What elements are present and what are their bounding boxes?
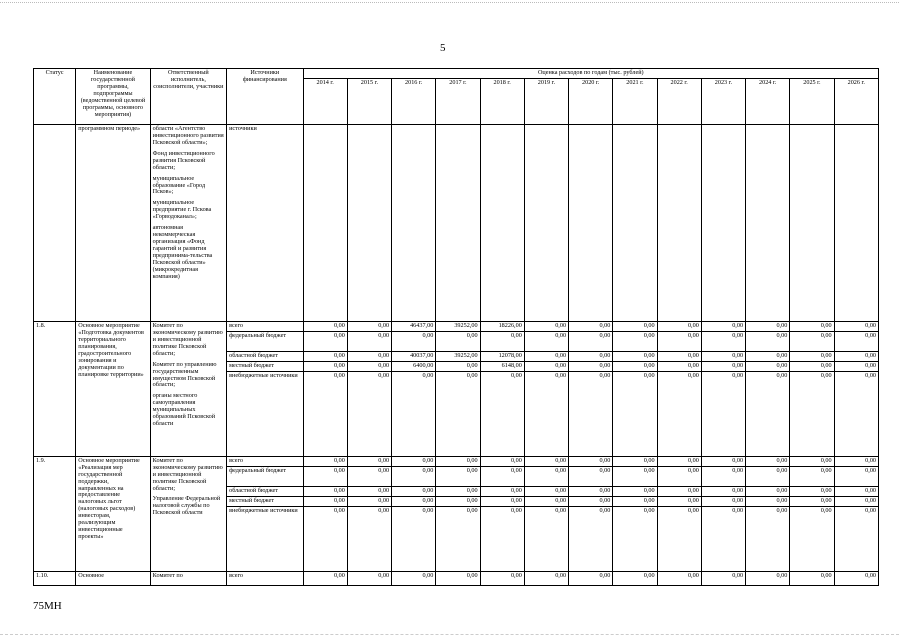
row-name: Основное [76, 571, 150, 585]
amount-cell: 0,00 [347, 496, 391, 506]
amount-cell: 0,00 [303, 466, 347, 486]
row-source: всего [227, 571, 303, 585]
budget-table [33, 68, 879, 586]
amount-cell: 0,00 [790, 571, 834, 585]
amount-cell: 0,00 [701, 351, 745, 361]
row-responsible [150, 571, 226, 585]
row-source: внебюджетные источники [227, 506, 303, 571]
responsible-item: муниципальное образование «Город Псков»; [152, 174, 206, 196]
amount-cell: 0,00 [436, 571, 480, 585]
row-status: 1.8. [34, 321, 76, 456]
continuation-status [34, 124, 76, 321]
table-row [34, 321, 879, 331]
amount-cell: 0,00 [834, 331, 878, 351]
amount-cell: 0,00 [436, 331, 480, 351]
amount-cell: 0,00 [524, 496, 568, 506]
amount-cell: 0,00 [613, 351, 657, 361]
amount-cell: 0,00 [347, 571, 391, 585]
header-year: 2025 г. [790, 78, 834, 124]
amount-cell: 0,00 [480, 571, 524, 585]
header-year: 2021 г. [613, 78, 657, 124]
row-source: всего [227, 321, 303, 331]
amount-cell: 0,00 [569, 371, 613, 456]
amount-cell: 39252,00 [436, 321, 480, 331]
scan-edge-top [0, 2, 899, 3]
amount-cell: 0,00 [834, 506, 878, 571]
row-name: Основное мероприятие «Реализация мер государственной поддержки, направленных на предоставление налоговых льгот (налоговых расходов) инвесторам, реализующим инвестиционные проекты» [76, 456, 150, 571]
header-year: 2018 г. [480, 78, 524, 124]
amount-cell: 0,00 [569, 466, 613, 486]
row-responsible [150, 456, 226, 571]
amount-cell: 0,00 [436, 506, 480, 571]
amount-cell: 0,00 [657, 456, 701, 466]
amount-cell: 0,00 [569, 361, 613, 371]
amount-cell: 6400,00 [392, 361, 436, 371]
amount-cell: 0,00 [392, 506, 436, 571]
responsible-item: муниципальное предприятие г. Пскова «Горводоканал»; [152, 199, 212, 221]
row-name: Основное мероприятие «Подготовка документов территориального планирования, градостроительного зонирования и документации по планировке территории» [76, 321, 150, 456]
amount-cell: 0,00 [347, 486, 391, 496]
amount-cell: 0,00 [790, 321, 834, 331]
amount-cell: 0,00 [524, 331, 568, 351]
amount-cell: 0,00 [746, 361, 790, 371]
amount-cell: 0,00 [436, 466, 480, 486]
amount-cell: 0,00 [569, 496, 613, 506]
continuation-name: программном периоде» [76, 124, 150, 321]
header-year: 2020 г. [569, 78, 613, 124]
amount-cell: 0,00 [834, 351, 878, 361]
amount-cell: 0,00 [569, 571, 613, 585]
row-status: 1.9. [34, 456, 76, 571]
amount-cell: 0,00 [569, 456, 613, 466]
amount-cell: 0,00 [392, 496, 436, 506]
header-year: 2017 г. [436, 78, 480, 124]
amount-cell: 0,00 [524, 466, 568, 486]
amount-cell: 0,00 [746, 571, 790, 585]
amount-cell: 0,00 [524, 571, 568, 585]
amount-cell: 0,00 [303, 371, 347, 456]
amount-cell: 0,00 [392, 371, 436, 456]
header-year: 2016 г. [392, 78, 436, 124]
table-row [34, 571, 879, 585]
amount-cell: 0,00 [613, 331, 657, 351]
amount-cell: 0,00 [790, 351, 834, 361]
amount-cell: 0,00 [657, 466, 701, 486]
header-year: 2019 г. [524, 78, 568, 124]
header-name: Наименование государственной программы, подпрограммы (ведомственной целевой программы, основного мероприятия) [76, 69, 150, 125]
amount-cell: 0,00 [347, 331, 391, 351]
amount-cell: 0,00 [347, 321, 391, 331]
amount-cell: 18226,00 [480, 321, 524, 331]
row-source: федеральный бюджет [227, 331, 303, 351]
amount-cell: 0,00 [524, 321, 568, 331]
row-source: местный бюджет [227, 361, 303, 371]
responsible-item: Комитет по [152, 571, 183, 579]
amount-cell: 0,00 [834, 486, 878, 496]
header-year: 2015 г. [347, 78, 391, 124]
amount-cell: 0,00 [834, 371, 878, 456]
amount-cell: 0,00 [613, 466, 657, 486]
amount-cell: 0,00 [701, 321, 745, 331]
amount-cell: 0,00 [613, 506, 657, 571]
responsible-item: Комитет по экономическому развитию и инвестиционной политике Псковской области; [152, 456, 223, 492]
amount-cell: 0,00 [347, 361, 391, 371]
row-source: федеральный бюджет [227, 466, 303, 486]
amount-cell: 0,00 [746, 351, 790, 361]
amount-cell: 0,00 [613, 486, 657, 496]
header-status: Статус [34, 69, 76, 125]
responsible-item: Управление Федеральной налоговой службы по Псковской области [152, 495, 221, 517]
amount-cell: 0,00 [347, 371, 391, 456]
amount-cell: 0,00 [834, 456, 878, 466]
responsible-item: области «Агентство инвестиционного развития Псковской области»; [152, 124, 224, 146]
responsible-item: органы местного самоуправления муниципальных образований Псковской области [152, 392, 216, 428]
amount-cell: 0,00 [613, 496, 657, 506]
amount-cell: 0,00 [347, 456, 391, 466]
amount-cell: 0,00 [392, 456, 436, 466]
amount-cell: 0,00 [657, 571, 701, 585]
amount-cell: 0,00 [701, 466, 745, 486]
amount-cell: 0,00 [303, 506, 347, 571]
continuation-responsible [150, 124, 226, 321]
row-source: областной бюджет [227, 351, 303, 361]
header-responsible: Ответственный исполнитель, соисполнители, участники [150, 69, 226, 125]
footer-code: 75МН [33, 600, 62, 612]
header-year: 2024 г. [746, 78, 790, 124]
amount-cell: 0,00 [746, 466, 790, 486]
table-body [34, 124, 879, 585]
row-source: местный бюджет [227, 496, 303, 506]
row-responsible [150, 321, 226, 456]
amount-cell: 0,00 [347, 351, 391, 361]
amount-cell: 0,00 [303, 361, 347, 371]
amount-cell: 0,00 [657, 331, 701, 351]
amount-cell: 0,00 [790, 486, 834, 496]
amount-cell: 0,00 [613, 321, 657, 331]
amount-cell: 0,00 [524, 456, 568, 466]
row-source: всего [227, 456, 303, 466]
amount-cell: 0,00 [347, 466, 391, 486]
page-number: 5 [440, 42, 446, 54]
amount-cell: 0,00 [657, 371, 701, 456]
amount-cell: 0,00 [790, 331, 834, 351]
row-source: областной бюджет [227, 486, 303, 496]
responsible-item: Комитет по управлению государственным имуществом Псковской области; [152, 360, 217, 389]
amount-cell: 0,00 [657, 321, 701, 331]
amount-cell: 0,00 [392, 486, 436, 496]
amount-cell: 0,00 [392, 466, 436, 486]
amount-cell: 12078,00 [480, 351, 524, 361]
amount-cell: 46437,00 [392, 321, 436, 331]
amount-cell: 0,00 [834, 321, 878, 331]
header-sources: Источники финансирования [227, 69, 303, 125]
amount-cell: 0,00 [701, 371, 745, 456]
continuation-row [34, 124, 879, 321]
header-year: 2022 г. [657, 78, 701, 124]
amount-cell: 0,00 [347, 506, 391, 571]
amount-cell: 0,00 [746, 506, 790, 571]
header-year: 2014 г. [303, 78, 347, 124]
amount-cell: 0,00 [480, 466, 524, 486]
amount-cell: 6148,00 [480, 361, 524, 371]
amount-cell: 0,00 [480, 331, 524, 351]
amount-cell: 0,00 [657, 361, 701, 371]
amount-cell: 0,00 [480, 456, 524, 466]
amount-cell: 0,00 [303, 351, 347, 361]
amount-cell: 0,00 [569, 506, 613, 571]
amount-cell: 0,00 [524, 486, 568, 496]
amount-cell: 0,00 [834, 496, 878, 506]
scan-edge-bottom [0, 634, 899, 635]
responsible-item: Фонд инвестиционного развития Псковской области; [152, 149, 215, 171]
amount-cell: 0,00 [657, 486, 701, 496]
continuation-source: источники [227, 124, 303, 321]
amount-cell: 0,00 [746, 496, 790, 506]
amount-cell: 0,00 [436, 486, 480, 496]
amount-cell: 0,00 [524, 371, 568, 456]
amount-cell: 0,00 [569, 331, 613, 351]
amount-cell: 0,00 [657, 506, 701, 571]
amount-cell: 0,00 [613, 371, 657, 456]
amount-cell: 0,00 [613, 456, 657, 466]
amount-cell: 0,00 [701, 456, 745, 466]
amount-cell: 0,00 [392, 331, 436, 351]
amount-cell: 40037,00 [392, 351, 436, 361]
amount-cell: 0,00 [436, 456, 480, 466]
amount-cell: 0,00 [701, 496, 745, 506]
amount-cell: 0,00 [480, 486, 524, 496]
amount-cell: 0,00 [480, 371, 524, 456]
responsible-item: Комитет по экономическому развитию и инвестиционной политике Псковской области; [152, 321, 223, 357]
amount-cell: 0,00 [303, 496, 347, 506]
amount-cell: 0,00 [701, 486, 745, 496]
amount-cell: 0,00 [790, 506, 834, 571]
amount-cell: 0,00 [569, 351, 613, 361]
table-header [34, 69, 879, 125]
amount-cell: 0,00 [524, 506, 568, 571]
responsible-item: автономная некоммерческая организация «Фонд гарантий и развития предпринима-тельства Псковской области» (микрокредитная компания) [152, 224, 213, 280]
amount-cell: 0,00 [569, 321, 613, 331]
amount-cell: 0,00 [524, 361, 568, 371]
amount-cell: 0,00 [303, 321, 347, 331]
amount-cell: 0,00 [834, 571, 878, 585]
amount-cell: 0,00 [746, 331, 790, 351]
amount-cell: 0,00 [480, 506, 524, 571]
amount-cell: 0,00 [790, 361, 834, 371]
amount-cell: 0,00 [834, 361, 878, 371]
header-year: 2026 г. [834, 78, 878, 124]
amount-cell: 0,00 [701, 361, 745, 371]
amount-cell: 0,00 [746, 321, 790, 331]
amount-cell: 0,00 [524, 351, 568, 361]
amount-cell: 0,00 [569, 486, 613, 496]
amount-cell: 0,00 [303, 571, 347, 585]
amount-cell: 0,00 [790, 466, 834, 486]
amount-cell: 0,00 [392, 571, 436, 585]
amount-cell: 0,00 [790, 371, 834, 456]
amount-cell: 0,00 [746, 456, 790, 466]
row-status: 1.10. [34, 571, 76, 585]
amount-cell: 0,00 [834, 466, 878, 486]
amount-cell: 0,00 [303, 331, 347, 351]
amount-cell: 0,00 [790, 456, 834, 466]
amount-cell: 0,00 [701, 331, 745, 351]
amount-cell: 0,00 [303, 456, 347, 466]
amount-cell: 0,00 [480, 496, 524, 506]
header-year: 2023 г. [701, 78, 745, 124]
amount-cell: 0,00 [613, 571, 657, 585]
amount-cell: 0,00 [436, 496, 480, 506]
amount-cell: 39252,00 [436, 351, 480, 361]
amount-cell: 0,00 [657, 351, 701, 361]
amount-cell: 0,00 [701, 506, 745, 571]
amount-cell: 0,00 [746, 486, 790, 496]
amount-cell: 0,00 [303, 486, 347, 496]
amount-cell: 0,00 [701, 571, 745, 585]
header-estimate: Оценка расходов по годам (тыс. рублей) [303, 69, 878, 79]
row-source: внебюджетные источники [227, 371, 303, 456]
amount-cell: 0,00 [746, 371, 790, 456]
table-row [34, 456, 879, 466]
amount-cell: 0,00 [657, 496, 701, 506]
amount-cell: 0,00 [436, 361, 480, 371]
amount-cell: 0,00 [613, 361, 657, 371]
amount-cell: 0,00 [436, 371, 480, 456]
amount-cell: 0,00 [790, 496, 834, 506]
